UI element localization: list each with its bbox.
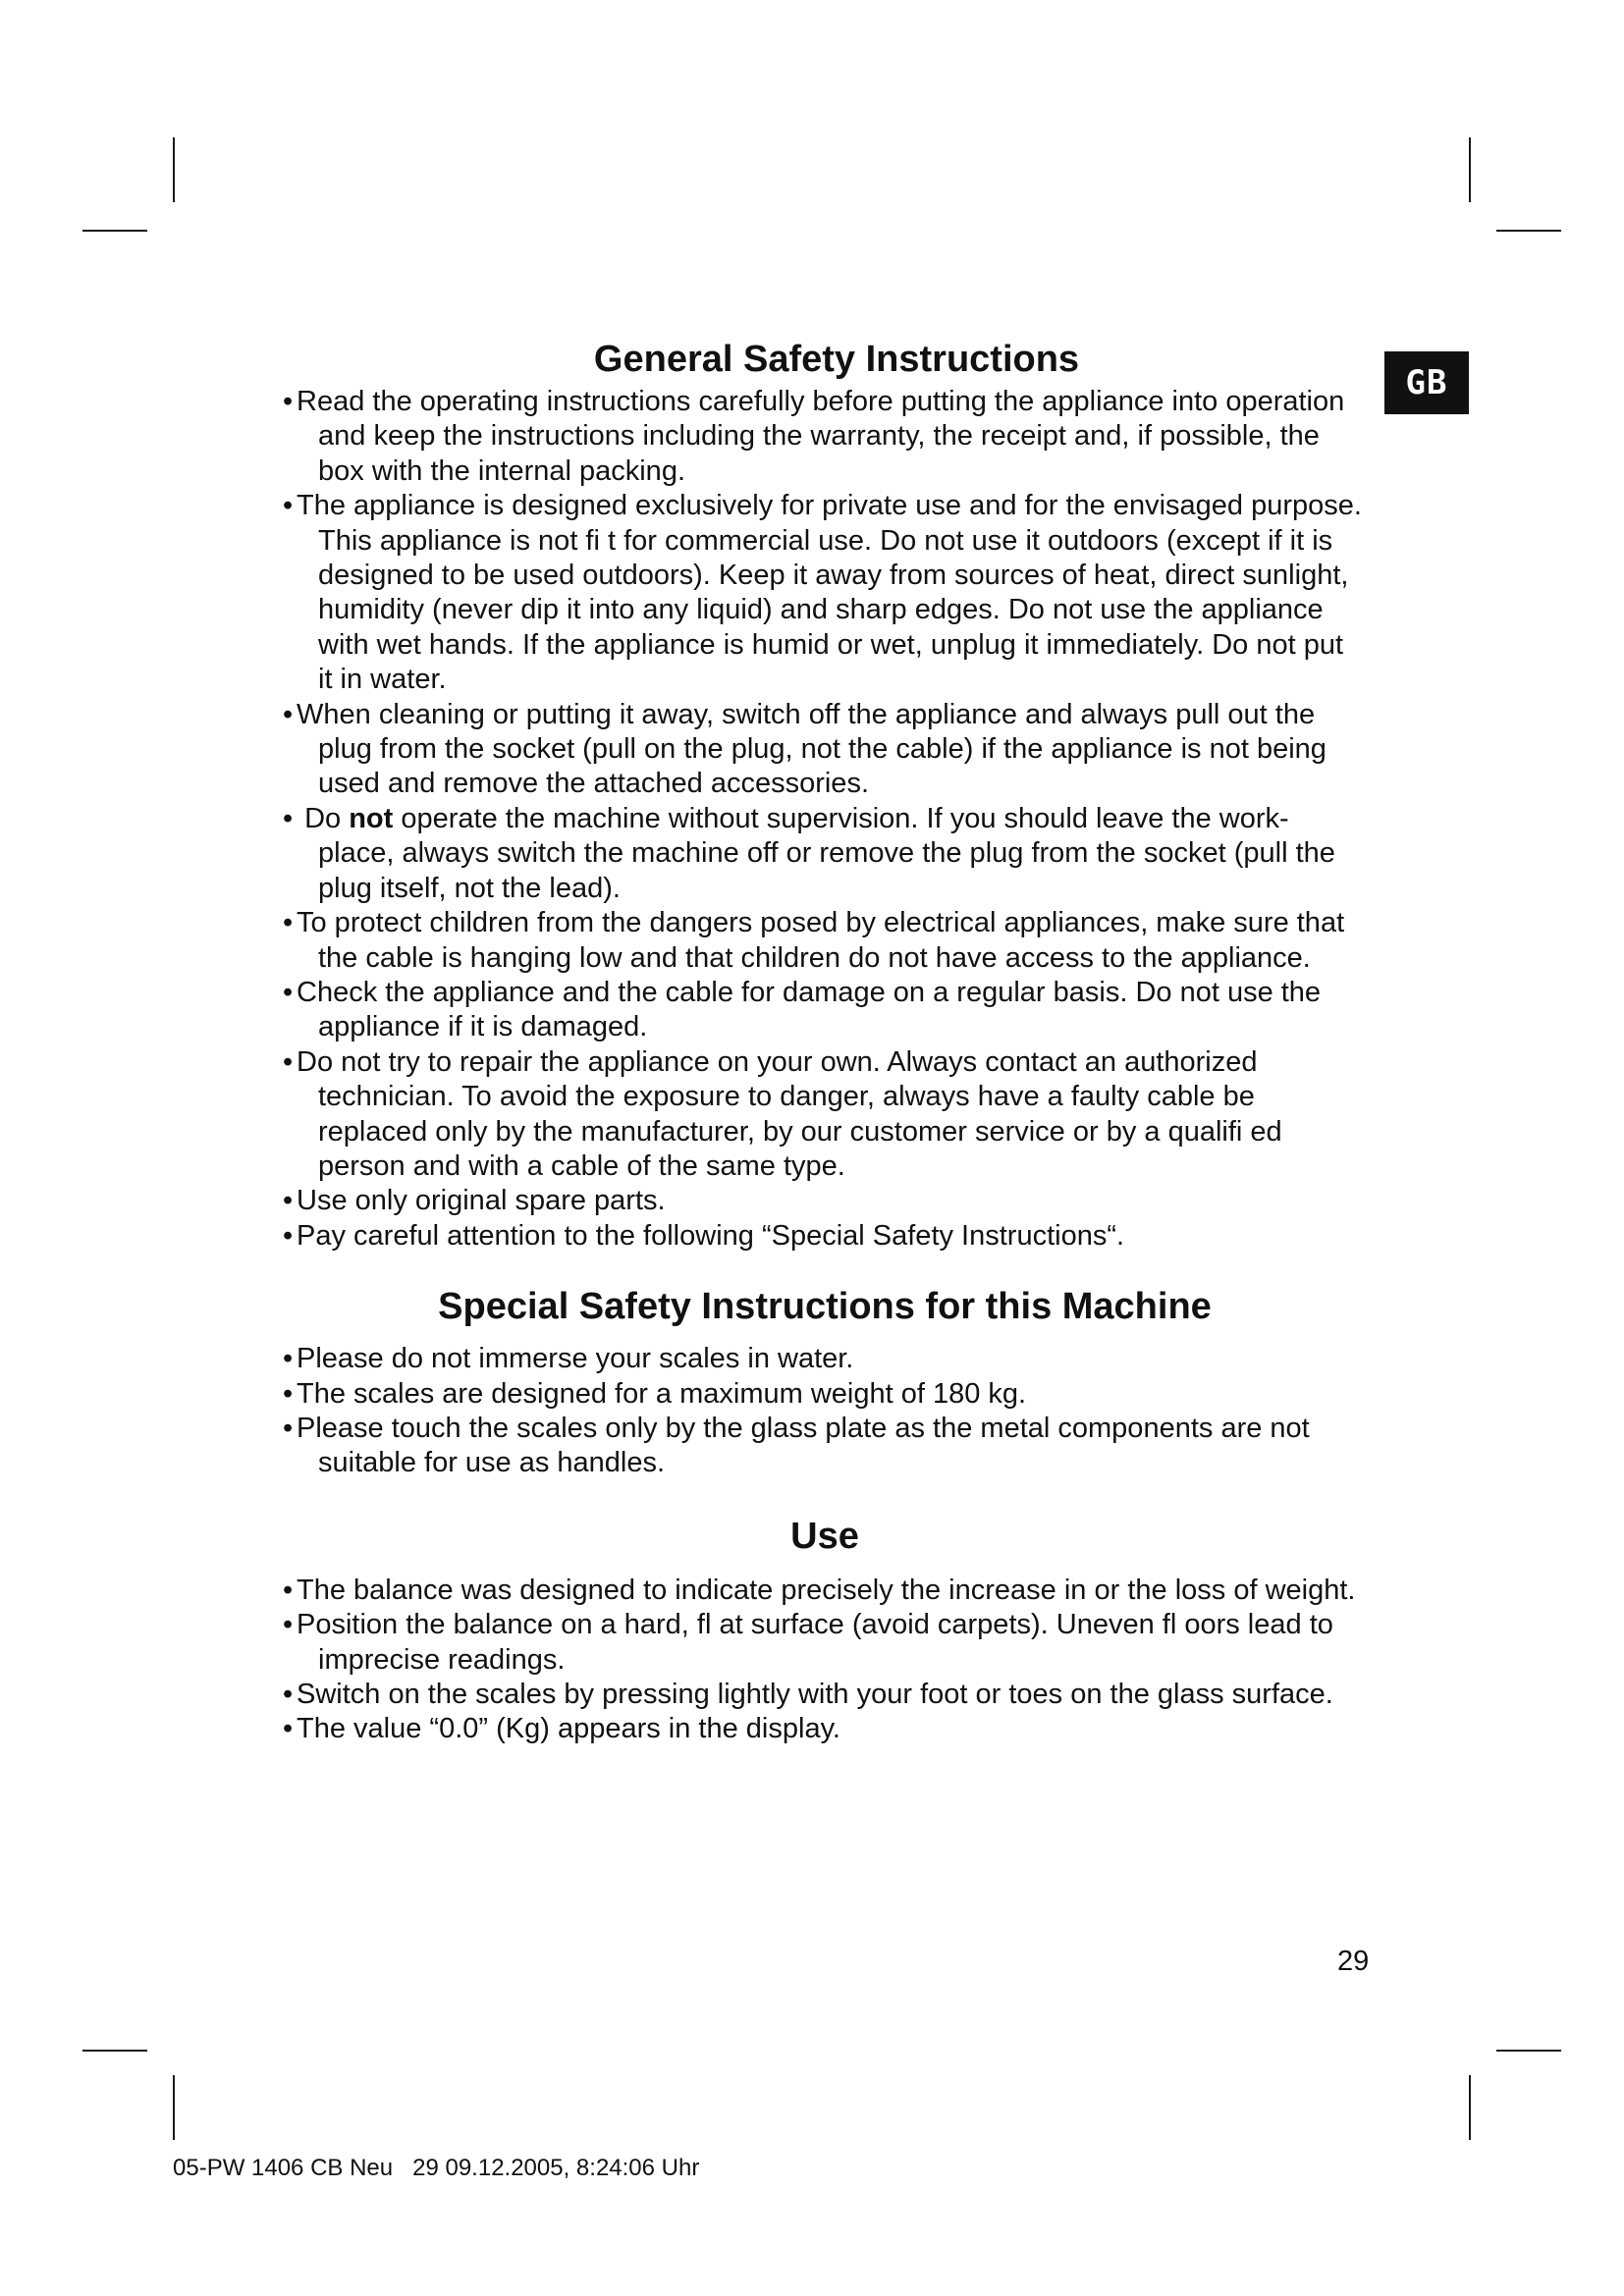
list-item: • The value “0.0” (Kg) appears in the display. — [283, 1713, 840, 1745]
crop-mark-bottom-left-horizontal — [82, 2050, 147, 2052]
crop-mark-bottom-left-vertical — [173, 2075, 175, 2140]
crop-mark-top-left-horizontal — [82, 230, 147, 232]
use-title: Use — [790, 1515, 859, 1557]
list-item: • The appliance is designed exclusively for private use and for the envisaged purpose. This appliance is not fi t for commercial use. Do not use it outdoors (except if it is designed to be used outdoors). Keep it away from sources of heat, direct sunlight, humidity (never dip it into any liquid) and sharp edges. Do not use the appliance with wet hands. If the appliance is humid or wet, unplug it immediately. Do not put it in water. — [283, 490, 1362, 696]
document-body — [265, 334, 1384, 1747]
list-item: • Do not try to repair the appliance on your own. Always contact an authorized technician. To avoid the exposure to danger, always have a faulty cable be replaced only by the manufacturer, by our customer service or by a qualifi ed person and with a cable of the same type. — [283, 1045, 1282, 1182]
crop-mark-bottom-right-horizontal — [1496, 2050, 1561, 2052]
general-safety-list — [265, 385, 1384, 1254]
crop-mark-top-left-vertical — [173, 137, 175, 202]
list-item: • The balance was designed to indicate precisely the increase in or the loss of weight. — [283, 1574, 1356, 1606]
list-item-suffix: operate the machine without supervision. If you should leave the work-place, always switch the machine off or remove the plug from the socket (pull the plug itself, not the lead). — [318, 802, 1335, 904]
print-footer: 05-PW 1406 CB Neu 29 09.12.2005, 8:24:06 Uhr — [173, 2155, 700, 2181]
special-safety-list — [265, 1342, 1384, 1481]
crop-mark-top-right-vertical — [1469, 137, 1471, 202]
list-item: • When cleaning or putting it away, switch off the appliance and always pull out the plug from the socket (pull on the plug, not the cable) if the appliance is not being used and remove the attached accessories. — [283, 698, 1326, 800]
list-item: • Position the balance on a hard, fl at surface (avoid carpets). Uneven fl oors lead to imprecise readings. — [283, 1609, 1333, 1676]
special-safety-title: Special Safety Instructions for this Machine — [438, 1286, 1212, 1328]
list-item: • Please do not immerse your scales in water. — [283, 1343, 854, 1375]
list-item: • The scales are designed for a maximum weight of 180 kg. — [283, 1377, 1027, 1410]
list-item: • Read the operating instructions carefully before putting the appliance into operation and keep the instructions including the warranty, the receipt and, if possible, the box with the internal packing. — [283, 386, 1345, 487]
list-item: • Use only original spare parts. — [283, 1185, 666, 1217]
use-list — [265, 1574, 1384, 1747]
list-item: • Pay careful attention to the following “Special Safety Instructions“. — [283, 1219, 1125, 1252]
list-item-prefix: Do — [304, 802, 350, 834]
language-badge — [1384, 351, 1469, 414]
list-item: • Check the appliance and the cable for damage on a regular basis. Do not use the appliance if it is damaged. — [283, 976, 1322, 1043]
crop-mark-bottom-right-vertical — [1469, 2075, 1471, 2140]
list-item: • Do not operate the machine without supervision. If you should leave the work-place, always switch the machine off or remove the plug from the socket (pull the plug itself, not the lead). — [283, 802, 1335, 904]
general-safety-title: General Safety Instructions — [593, 339, 1080, 380]
list-item: • Switch on the scales by pressing lightly with your foot or toes on the glass surface. — [283, 1679, 1333, 1710]
language-badge-label: GB — [1405, 363, 1448, 402]
list-item: • Please touch the scales only by the glass plate as the metal components are not suitable for use as handles. — [283, 1412, 1310, 1479]
list-item: • To protect children from the dangers posed by electrical appliances, make sure that the cable is hanging low and that children do not have access to the appliance. — [283, 907, 1345, 974]
list-item-bold-word: not — [349, 802, 394, 834]
page-number: 29 — [1337, 1946, 1370, 1977]
crop-mark-top-right-horizontal — [1496, 230, 1561, 232]
